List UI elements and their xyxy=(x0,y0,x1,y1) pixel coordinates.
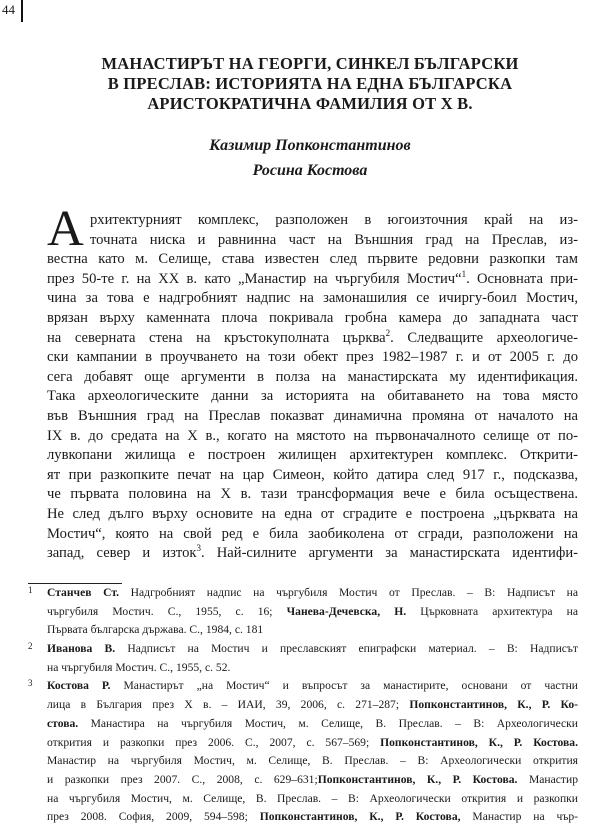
text-segment: . Следващите археологиче- xyxy=(390,329,578,346)
body-line xyxy=(47,407,578,427)
footnote-line xyxy=(47,752,578,771)
text-segment: вестна като м. Селище, става известен след първите редовни разкопки там xyxy=(47,251,578,268)
body-line xyxy=(47,387,578,407)
footnote-line xyxy=(47,621,578,640)
body-line xyxy=(47,525,578,545)
body-line xyxy=(47,270,578,290)
text-segment: Първата българска държава. С., 1984, с. 181 xyxy=(47,623,264,637)
text-segment: лица в България през X в. – ИАИ, 39, 2006, с. 271–287; xyxy=(47,698,410,712)
text-segment: във Външния град на Преслав показват динамична промяна от началото на xyxy=(47,407,578,424)
text-segment: рхитектурният комплекс, разположен в югоизточния край на из- xyxy=(90,212,578,228)
text-segment: и разкопки през 2007. С., 2008, с. 629–631; xyxy=(47,772,318,786)
drop-cap: А xyxy=(47,201,84,257)
text-segment: Манастирът „на Мостич“ и въпросът за манастирите, основани от частни xyxy=(110,679,578,693)
footnote-number: 1 xyxy=(28,585,33,595)
author-name: Казимир Попконстантинов xyxy=(209,137,411,154)
footnote-reference: 1 xyxy=(461,268,467,279)
text-segment: през 2008. София, 2009, 594–598; xyxy=(47,810,260,824)
footnote-reference: 2 xyxy=(385,327,391,338)
footnote-line xyxy=(47,715,578,734)
footnote-number: 3 xyxy=(28,678,33,689)
text-segment: Така археологическите данни за историята на обитаването на това място xyxy=(47,388,578,405)
author-name: Росина Костова xyxy=(252,162,368,179)
citation-author: Попконстантинов, К., Р. Костова. xyxy=(380,735,578,749)
text-segment: врязан върху каменната плоча покривала гробна камера до западната част xyxy=(47,309,578,326)
text-segment: открития и разкопки през 2006. С., 2007, с. 567–569; xyxy=(47,735,381,749)
body-line xyxy=(47,427,578,447)
text-segment: Манастир на чъргубиля Мостич, м. Селище, В. Преслав. – В: Археологически открития xyxy=(47,754,578,768)
body-line xyxy=(47,466,578,486)
text-segment: IX в. до средата на X в., когато на мястото на първоначалното селище от по- xyxy=(47,427,578,444)
footnote-line xyxy=(28,584,578,603)
body-line xyxy=(47,485,578,505)
text-segment: Църковната архитектура на xyxy=(406,604,578,618)
citation-author: Попконстантинов, К., Р. Костова. xyxy=(317,772,518,786)
text-segment: точната ниска и равнинна част на Външния град на Преслав, из- xyxy=(90,231,578,248)
text-segment: Надгробният надпис на чъргубиля Мостич от Преслав. – В: Надписът на xyxy=(119,586,578,599)
text-segment: през 50-те г. на XX в. като „Манастир на чъргубиля Мостич“ xyxy=(47,270,462,287)
body-line xyxy=(47,446,578,466)
text-segment: Манастира на чъргубиля Мостич, м. Селище, В. Преслав. – В: Археологически xyxy=(78,716,578,730)
text-segment: Не след дълго върху основите на една от сградите е построена „църквата на xyxy=(47,505,578,522)
footnote-line xyxy=(47,734,578,753)
citation-author: Попконстантинов, К., Р. Ко- xyxy=(409,698,578,712)
footnote-line xyxy=(47,771,578,790)
body-line xyxy=(47,505,578,525)
body-line xyxy=(47,231,578,251)
text-segment: чъргубиля Мостич. С., 1955, с. 16; xyxy=(47,604,287,618)
footnote-line xyxy=(47,659,578,678)
text-segment: Мостич“, която на свой ред е била заобиколена от сгради, разположени на xyxy=(47,525,578,542)
citation-author: стова. xyxy=(47,716,79,730)
footnote-line xyxy=(47,790,578,809)
page-number-divider xyxy=(21,0,23,22)
body-line xyxy=(47,348,578,368)
footnote-line xyxy=(47,696,578,715)
title-line: АРИСТОКРАТИЧНА ФАМИЛИЯ ОТ X В. xyxy=(147,94,473,113)
text-segment: ски кампании в проучването на този обект през 1982–1987 г. и от 2005 г. до xyxy=(47,349,578,366)
body-line xyxy=(47,250,578,270)
text-segment: сега добавят още аргументи в полза на манастирската му идентификация. xyxy=(47,368,578,385)
body-line xyxy=(47,368,578,388)
article-title xyxy=(40,54,580,114)
text-segment: на чъргубиля Мостич, м. Селище, В. Преслав. – В: Археологически открития и разкопки xyxy=(47,791,578,805)
body-line xyxy=(47,309,578,329)
text-segment: Манастир на чър- xyxy=(460,810,579,824)
footnote-line xyxy=(47,808,578,827)
title-line: В ПРЕСЛАВ: ИСТОРИЯТА НА ЕДНА БЪЛГАРСКА xyxy=(107,74,513,93)
footnote-line xyxy=(28,640,578,659)
footnote-reference: 3 xyxy=(196,543,201,554)
citation-author: Попконстантинов, К., Р. Костова, xyxy=(259,810,461,824)
text-segment: Манастир xyxy=(517,772,578,786)
footnotes xyxy=(28,584,579,827)
body-line xyxy=(47,289,578,309)
citation-author: Иванова В. xyxy=(47,642,116,656)
text-segment: лувкопани жилища е построен жилищен архитектурен комплекс. Открити- xyxy=(47,447,578,464)
body-text xyxy=(47,211,578,564)
text-segment: . Най-силните аргументи за манастирската идентифи- xyxy=(200,545,578,562)
text-segment: запад, север и изток xyxy=(47,545,197,562)
body-line xyxy=(47,211,578,231)
citation-author: Чанева-Дечевска, Н. xyxy=(286,604,407,618)
citation-author: Костова Р. xyxy=(47,679,111,693)
text-segment: Надписът на Мостич и преславският епиграфски материал. – В: Надписът xyxy=(115,642,578,656)
text-segment: чина за това е надгробният надпис на замонашилия се ичиргу-боил Мостич, xyxy=(47,290,578,307)
text-segment: на чъргубиля Мостич. С., 1955, с. 52. xyxy=(47,660,231,674)
citation-author: Станчев Ст. xyxy=(47,586,120,599)
title-line: МАНАСТИРЪТ НА ГЕОРГИ, СИНКЕЛ БЪЛГАРСКИ xyxy=(101,54,519,73)
footnote-line xyxy=(47,603,578,622)
body-line xyxy=(47,329,578,349)
page-number: 44 xyxy=(2,2,15,17)
text-segment: на северната стена на кръстокуполната църква xyxy=(47,329,386,346)
footnote-line xyxy=(28,677,578,696)
text-segment: ят при разкопките печат на цар Симеон, който датира след 917 г., подсказва, xyxy=(47,466,578,483)
text-segment: че първата половина на X в. тази трансформация вече е била осъществена. xyxy=(47,486,578,503)
body-line xyxy=(47,544,578,564)
footnote-number: 2 xyxy=(28,641,33,652)
text-segment: . Основната при- xyxy=(466,270,578,287)
